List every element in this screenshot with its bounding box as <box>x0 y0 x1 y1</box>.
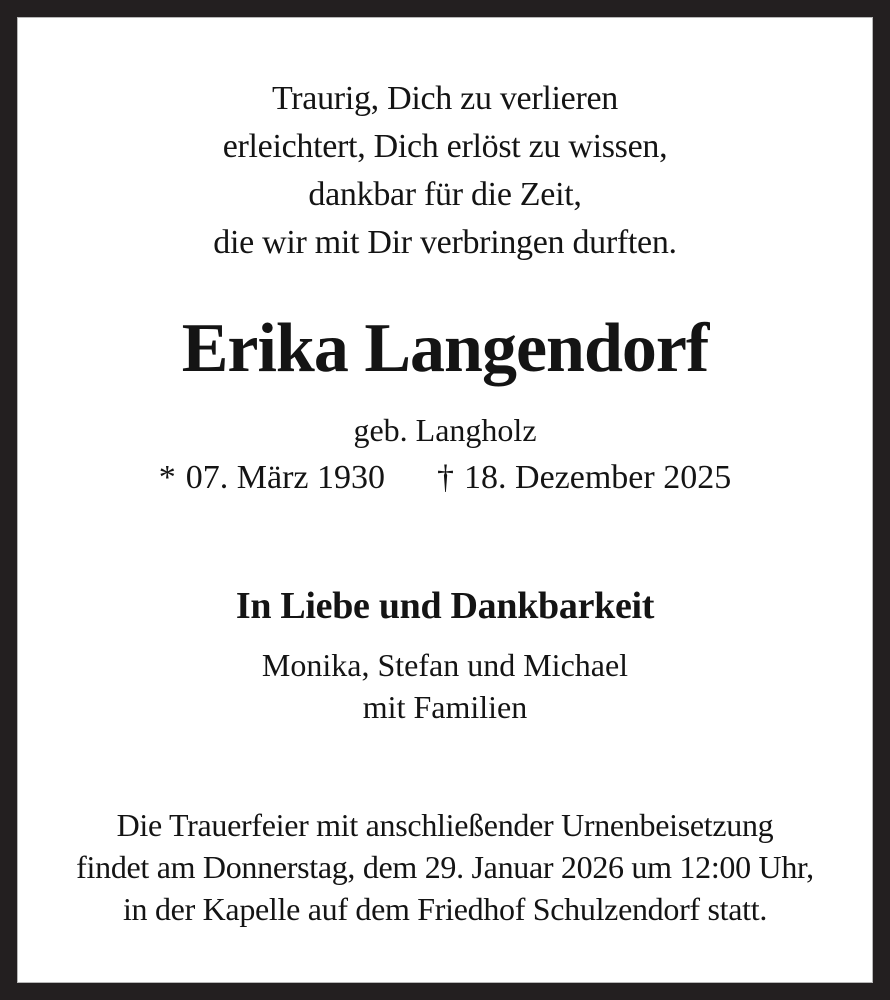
epitaph-line: die wir mit Dir verbringen durften. <box>213 224 677 261</box>
mourners-line: Monika, Stefan und Michael <box>261 647 629 683</box>
epitaph-line: dankbar für die Zeit, <box>308 176 582 213</box>
mourners <box>18 644 872 728</box>
death-cross-symbol: † <box>437 459 455 496</box>
obituary-card <box>17 17 873 983</box>
funeral-line: in der Kapelle auf dem Friedhof Schulzendorf statt. <box>122 891 768 927</box>
death-date-text: 18. Dezember 2025 <box>464 459 732 496</box>
funeral-line: Die Trauerfeier mit anschließender Urnenbeisetzung <box>116 807 774 843</box>
deceased-name: Erika Langendorf <box>181 310 709 387</box>
epitaph-line: Traurig, Dich zu verlieren <box>272 80 618 117</box>
funeral-info <box>18 804 872 930</box>
birth-date <box>159 456 385 500</box>
epitaph-verse <box>18 75 872 267</box>
funeral-line: findet am Donnerstag, dem 29. Januar 2026 um 12:00 Uhr, <box>76 849 814 885</box>
birth-date-text: 07. März 1930 <box>185 459 386 496</box>
closing-line: In Liebe und Dankbarkeit <box>235 585 655 627</box>
birth-star-symbol: * <box>158 459 176 496</box>
epitaph-line: erleichtert, Dich erlöst zu wissen, <box>222 128 668 165</box>
life-dates <box>18 456 872 500</box>
death-date <box>437 456 731 500</box>
mourners-line: mit Familien <box>362 689 528 725</box>
maiden-name: geb. Langholz <box>353 412 537 448</box>
